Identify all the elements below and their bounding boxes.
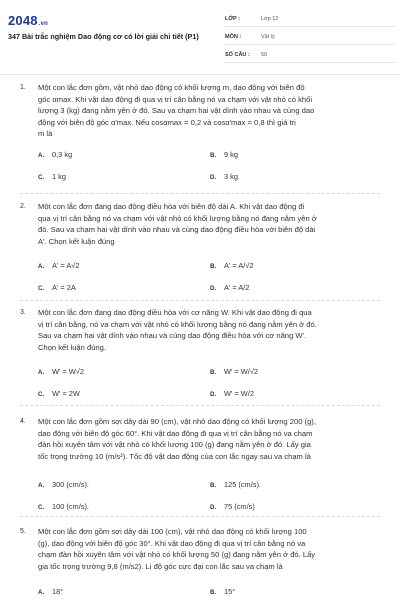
document-meta [225, 12, 395, 66]
option-b[interactable]: B. 15° [210, 587, 236, 596]
meta-row-subject: MÔN : Vật lý [225, 30, 395, 45]
option-d[interactable]: D. 3 kg [210, 172, 238, 181]
question-separator [20, 193, 380, 194]
option-b[interactable]: B. W' = W/√2 [210, 367, 259, 376]
question-text: Một con lắc đơn đang dao động điều hòa với biên độ dài A. Khi vật dao động đi qua vị trí cân bằng nó va chạm với vật nhỏ có khối lượng bằng nó đang nằm yên ở đó. Sau va chạm hai vật dính vào nhau và cùng dao động điều hòa với biên độ dài A'. Chọn kết luận đúng [38, 202, 317, 246]
question-number: 5. [20, 528, 26, 535]
meta-row-class: LỚP : Lớp 12 [225, 12, 395, 27]
question-number: 3. [20, 309, 26, 316]
option-b[interactable]: B. 125 (cm/s). [210, 480, 261, 489]
header-divider [0, 74, 400, 75]
option-a[interactable]: A. W' = W√2 [38, 367, 84, 376]
question-text: Một con lắc đơn gồm, vật nhỏ dao động có khối lượng m, dao động với biên độ góc αmax. Khi vật dao động đi qua vị trí cân bằng nó va chạm với vật nhỏ có khối lượng 3 (kg) đang nằm yên ở đó. Sau va chạm hai vật dính vào nhau và cùng dao động với biên độ góc α'max. Nếu cosαmax = 0,2 và cosα'max = 0,8 thì giá trị m là [38, 83, 315, 139]
option-c[interactable]: C. 100 (cm/s). [38, 502, 89, 511]
question-text: Một con lắc đơn đang dao động điều hòa với cơ năng W. Khi vật dao động đi qua vị trí cân bằng, nó va chạm với vật nhỏ có khối lượng bằng nó đang nằm yên ở đó. Sau va chạm hai vật dính vào nhau và cùng dao động điều hòa với cơ năng W'. Chọn kết luận đúng. [38, 308, 317, 352]
meta-row-count: SỐ CÂU : 50 [225, 48, 395, 63]
option-b[interactable]: B. A' = A/√2 [210, 261, 254, 270]
option-a[interactable]: A. 0,3 kg [38, 150, 73, 159]
question-text: Một con lắc đơn gồm sợi dây dài 90 (cm), vật nhỏ dao động có khối lượng 200 (g), dao động với biên độ góc 60°. Khi vật dao động đi qua vị trí cân bằng nó va chạm đàn hồi xuyên tâm với vật nhỏ có khối lượng 100 (g) đang nằm yên ở đó. Lấy gia tốc trọng trường 10 (m/s²). Tốc độ vật dao động của con lắc ngay sau va chạm là [38, 417, 316, 461]
option-c[interactable]: C. A' = 2A [38, 283, 76, 292]
option-c[interactable]: C. 1 kg [38, 172, 66, 181]
question-number: 1. [20, 84, 26, 91]
document-header [0, 0, 400, 74]
option-c[interactable]: C. W' = 2W [38, 389, 80, 398]
question-text: Một con lắc đơn gồm sợi dây dài 100 (cm), vật nhỏ dao động có khối lượng 100 (g), dao động với biên độ góc 30°. Khi vật dao động đi qua vị trí cân bằng nó va chạm đàn hồi xuyên tâm với vật nhỏ có khối lượng 50 (g) đang nằm yên ở đó. Lấy gia tốc trọng trường 9,8 (m/s2). Li độ góc cực đại con lắc sau va chạm là [38, 527, 316, 571]
option-a[interactable]: A. 18° [38, 587, 64, 596]
option-b[interactable]: B. 9 kg [210, 150, 238, 159]
question-number: 2. [20, 203, 26, 210]
option-a[interactable]: A. 300 (cm/s). [38, 480, 89, 489]
option-d[interactable]: D. A' = A/2 [210, 283, 250, 292]
question-separator [20, 300, 380, 301]
document-title: 347 Bài trắc nghiệm Dao động cơ có lời giải chi tiết (P1) [8, 32, 199, 41]
question-separator [20, 516, 380, 517]
question-separator [20, 405, 380, 406]
site-logo[interactable]: 2048.vn [8, 13, 49, 28]
question-number: 4. [20, 418, 26, 425]
option-d[interactable]: D. 75 (cm/s) [210, 502, 255, 511]
option-a[interactable]: A. A' = A√2 [38, 261, 80, 270]
option-d[interactable]: D. W' = W/2 [210, 389, 254, 398]
